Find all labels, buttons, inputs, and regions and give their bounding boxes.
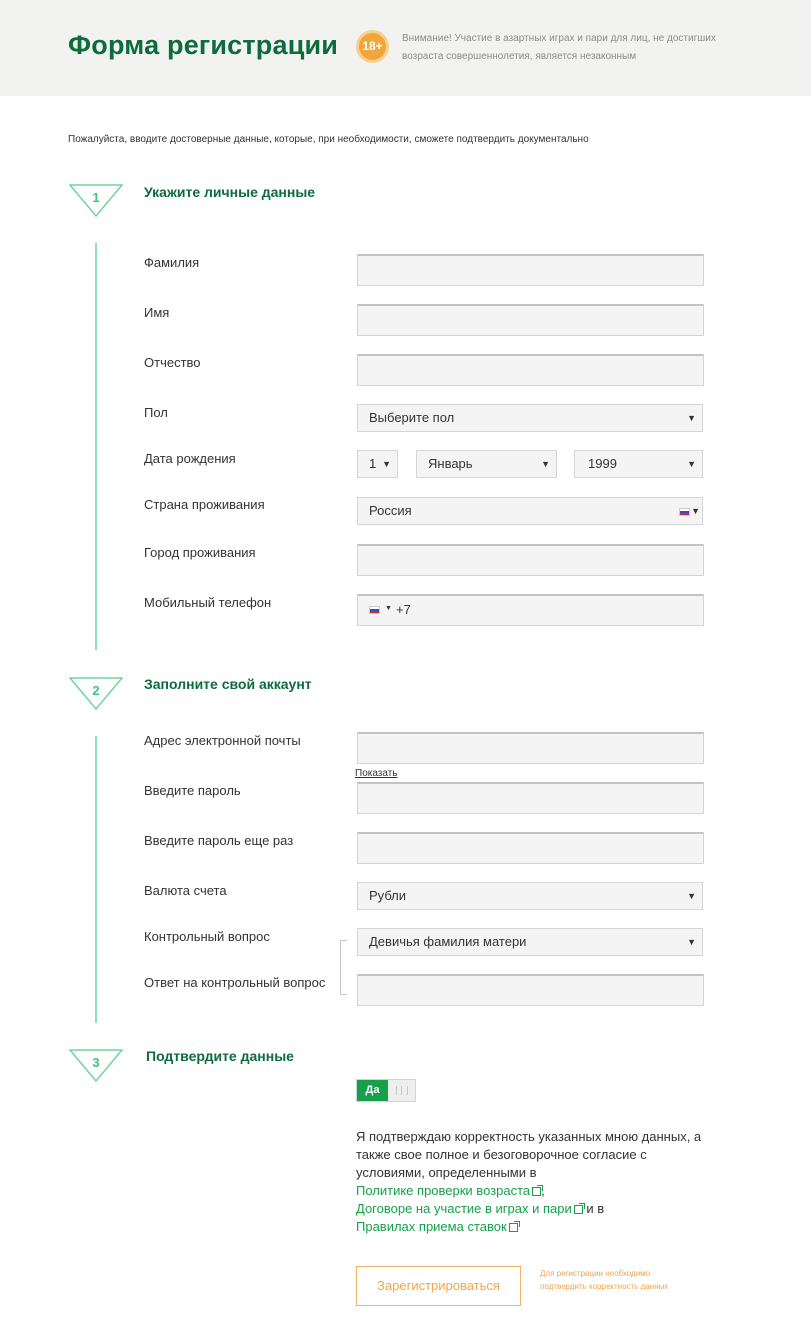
- step-3-number: 3: [92, 1055, 100, 1070]
- step-3-marker: [69, 1049, 123, 1083]
- russia-flag-icon: [679, 508, 690, 516]
- country-select-value: Россия: [369, 503, 412, 518]
- last-name-input[interactable]: [357, 254, 704, 286]
- step-2-marker: [69, 677, 123, 711]
- gender-select-value: Выберите пол: [369, 410, 455, 425]
- question-answer-bracket: [340, 940, 347, 995]
- age-warning-text: Внимание! Участие в азартных играх и пари для лиц, не достигших возраста совершеннолетия, является незаконным: [402, 33, 716, 62]
- currency-label: Валюта счета: [144, 883, 227, 898]
- chevron-down-icon: ▼: [687, 413, 696, 423]
- birth-day-value: 1: [369, 456, 377, 471]
- confirm-text: Я подтверждаю корректность указанных мною данных, а также свое полное и безоговорочное согласие с условиями, определенными в: [356, 1129, 702, 1180]
- patronymic-label: Отчество: [144, 355, 201, 370]
- age-policy-link-label: Политике проверки возраста: [356, 1183, 531, 1198]
- last-name-label: Фамилия: [144, 255, 200, 270]
- show-password-link[interactable]: Показать: [355, 768, 398, 779]
- page-title: Форма регистрации: [68, 30, 339, 60]
- step-1-title: Укажите личные данные: [144, 184, 316, 200]
- external-link-icon: [574, 1205, 583, 1214]
- chevron-down-icon: ▼: [691, 506, 700, 516]
- currency-select[interactable]: [357, 882, 703, 910]
- rules-link-label: Правилах приема ставок: [356, 1219, 507, 1234]
- birth-year-select[interactable]: [574, 450, 703, 478]
- phone-country-code: +7: [396, 602, 411, 617]
- age-restriction-icon: 18+: [356, 30, 389, 63]
- step-1-marker: [69, 184, 123, 218]
- first-name-label: Имя: [144, 305, 170, 320]
- gender-label: Пол: [144, 405, 168, 420]
- toggle-on-label: Да: [357, 1080, 388, 1101]
- email-label: Адрес электронной почты: [144, 733, 301, 748]
- phone-input[interactable]: [357, 594, 704, 626]
- chevron-down-icon: ▼: [687, 459, 696, 469]
- external-link-icon: [532, 1187, 541, 1196]
- city-label: Город проживания: [144, 545, 256, 560]
- birth-month-value: Январь: [428, 456, 473, 471]
- password-label: Введите пароль: [144, 783, 241, 798]
- and-text: и в: [586, 1201, 605, 1216]
- patronymic-input[interactable]: [357, 354, 704, 386]
- page-header: [0, 0, 811, 96]
- agreement-link-label: Договоре на участие в играх и пари: [356, 1201, 572, 1216]
- rules-link[interactable]: [356, 1219, 518, 1234]
- step-3-title: Подтвердите данные: [146, 1048, 294, 1064]
- chevron-down-icon: ▼: [687, 937, 696, 947]
- step-1-line: [95, 243, 97, 650]
- step-2-line: [95, 736, 97, 1023]
- comma: ,: [541, 1183, 545, 1198]
- password-input[interactable]: [357, 782, 704, 814]
- security-answer-input[interactable]: [357, 974, 704, 1006]
- first-name-input[interactable]: [357, 304, 704, 336]
- birth-date-label: Дата рождения: [144, 451, 236, 466]
- intro-text: Пожалуйста, вводите достоверные данные, которые, при необходимости, сможете подтвердить документально: [68, 134, 589, 145]
- register-button[interactable]: Зарегистрироваться: [356, 1266, 521, 1306]
- birth-day-select[interactable]: [357, 450, 398, 478]
- country-label: Страна проживания: [144, 497, 265, 512]
- gender-select[interactable]: [357, 404, 703, 432]
- step-2-number: 2: [92, 683, 100, 698]
- chevron-down-icon: ▼: [687, 891, 696, 901]
- phone-label: Мобильный телефон: [144, 595, 272, 610]
- age-policy-link[interactable]: [356, 1183, 541, 1198]
- step-2-title: Заполните свой аккаунт: [144, 676, 312, 692]
- register-hint: Для регистрации необходимо подтвердить корректность данных: [540, 1269, 669, 1291]
- chevron-down-icon: ▼: [541, 459, 550, 469]
- password-repeat-input[interactable]: [357, 832, 704, 864]
- confirm-toggle[interactable]: [356, 1079, 416, 1102]
- security-question-select[interactable]: [357, 928, 703, 956]
- step-1-number: 1: [92, 190, 100, 205]
- country-select[interactable]: [357, 497, 703, 525]
- security-question-value: Девичья фамилия матери: [369, 934, 527, 949]
- security-question-label: Контрольный вопрос: [144, 929, 270, 944]
- russia-flag-icon[interactable]: [369, 606, 380, 614]
- city-input[interactable]: [357, 544, 704, 576]
- security-answer-label: Ответ на контрольный вопрос: [144, 975, 326, 990]
- currency-select-value: Рубли: [369, 888, 407, 903]
- chevron-down-icon: ▼: [382, 459, 391, 469]
- confirm-text-block: [356, 1128, 716, 1236]
- birth-month-select[interactable]: [416, 450, 557, 478]
- password-repeat-label: Введите пароль еще раз: [144, 833, 294, 848]
- external-link-icon: [509, 1223, 518, 1232]
- agreement-link[interactable]: [356, 1201, 583, 1216]
- email-input[interactable]: [357, 732, 704, 764]
- grip-icon: [396, 1086, 408, 1095]
- chevron-down-icon[interactable]: ▼: [385, 605, 392, 612]
- birth-year-value: 1999: [588, 456, 617, 471]
